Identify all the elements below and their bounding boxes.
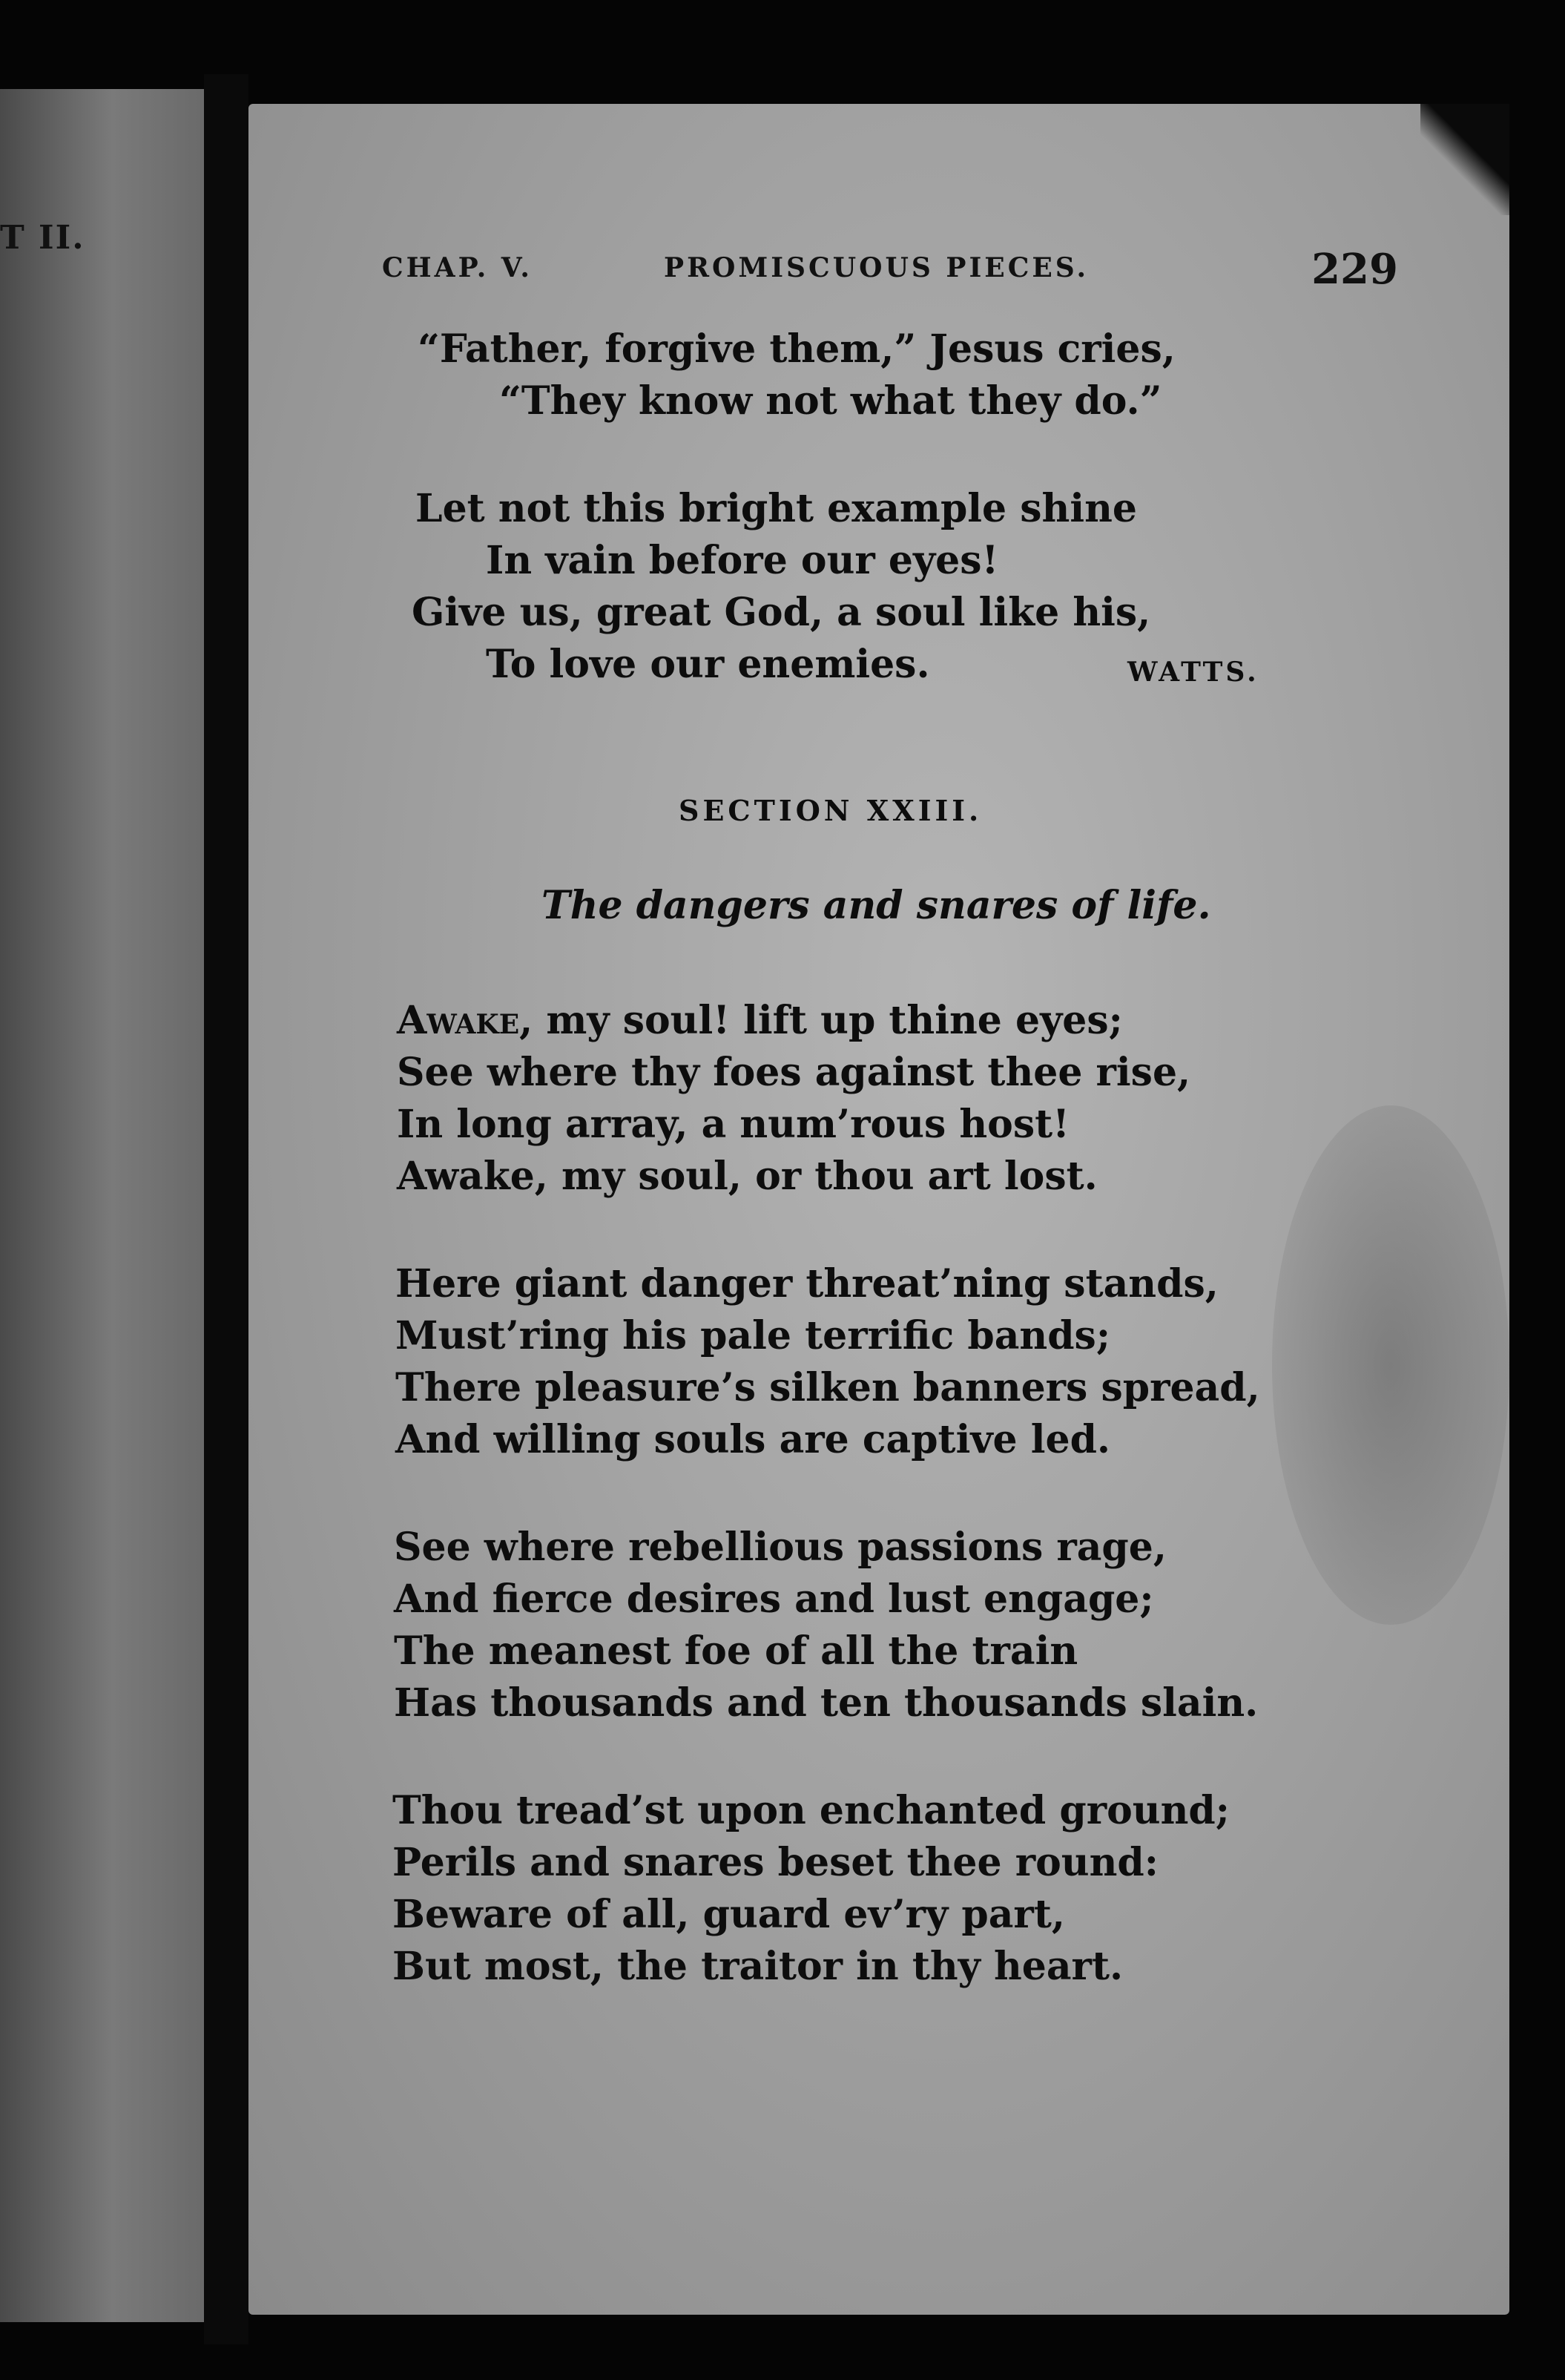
- verse-line: Beware of all, guard ev’ry part,: [392, 1892, 1065, 1937]
- verse-line: Give us, great God, a soul like his,: [412, 590, 1151, 635]
- verse-line: See where thy foes against thee rise,: [397, 1050, 1191, 1095]
- chapter-label: CHAP. V.: [382, 252, 533, 283]
- drop-word: Awake: [397, 998, 520, 1043]
- verse-line: And willing souls are captive led.: [395, 1417, 1111, 1462]
- verse-line: Here giant danger threat’ning stands,: [395, 1261, 1219, 1306]
- section-heading: SECTION XXIII.: [679, 794, 983, 827]
- verse-line: “Father, forgive them,” Jesus cries,: [418, 326, 1176, 372]
- left-page-running-head: T II.: [0, 219, 85, 257]
- section-title: The dangers and snares of life.: [541, 883, 1211, 928]
- verse-line: The meanest foe of all the train: [394, 1628, 1078, 1674]
- verse-line: Perils and snares beset thee round:: [392, 1840, 1159, 1885]
- verse-line: Awake, my soul, or thou art lost.: [397, 1154, 1098, 1199]
- verse-line-rest: , my soul! lift up thine eyes;: [519, 998, 1123, 1043]
- folded-corner: [1420, 104, 1509, 215]
- verse-line: To love our enemies.: [486, 642, 930, 687]
- verse-line: In vain before our eyes!: [486, 538, 999, 583]
- verse-line: But most, the traitor in thy heart.: [392, 1944, 1124, 1989]
- verse-line: There pleasure’s silken banners spread,: [395, 1365, 1260, 1410]
- book-gutter: [204, 74, 248, 2344]
- author-signature: WATTS.: [1127, 657, 1259, 688]
- page-stain: [1272, 1105, 1509, 1625]
- verse-line: See where rebellious passions rage,: [394, 1525, 1167, 1570]
- verse-line: Let not this bright example shine: [415, 486, 1137, 531]
- running-header: [382, 245, 1398, 304]
- verse-line: Thou tread’st upon enchanted ground;: [392, 1788, 1230, 1833]
- verse-line: Has thousands and ten thousands slain.: [394, 1680, 1259, 1726]
- running-title: PROMISCUOUS PIECES.: [664, 252, 1090, 283]
- verse-line: [397, 998, 1123, 1043]
- verse-line: And fierce desires and lust engage;: [394, 1577, 1154, 1622]
- page-number: 229: [1311, 245, 1398, 294]
- left-page: [0, 89, 204, 2322]
- verse-line: Must’ring his pale terrific bands;: [395, 1313, 1111, 1358]
- verse-line: “They know not what they do.”: [499, 378, 1162, 424]
- book-page: [248, 104, 1509, 2315]
- verse-line: In long array, a num’rous host!: [397, 1102, 1070, 1147]
